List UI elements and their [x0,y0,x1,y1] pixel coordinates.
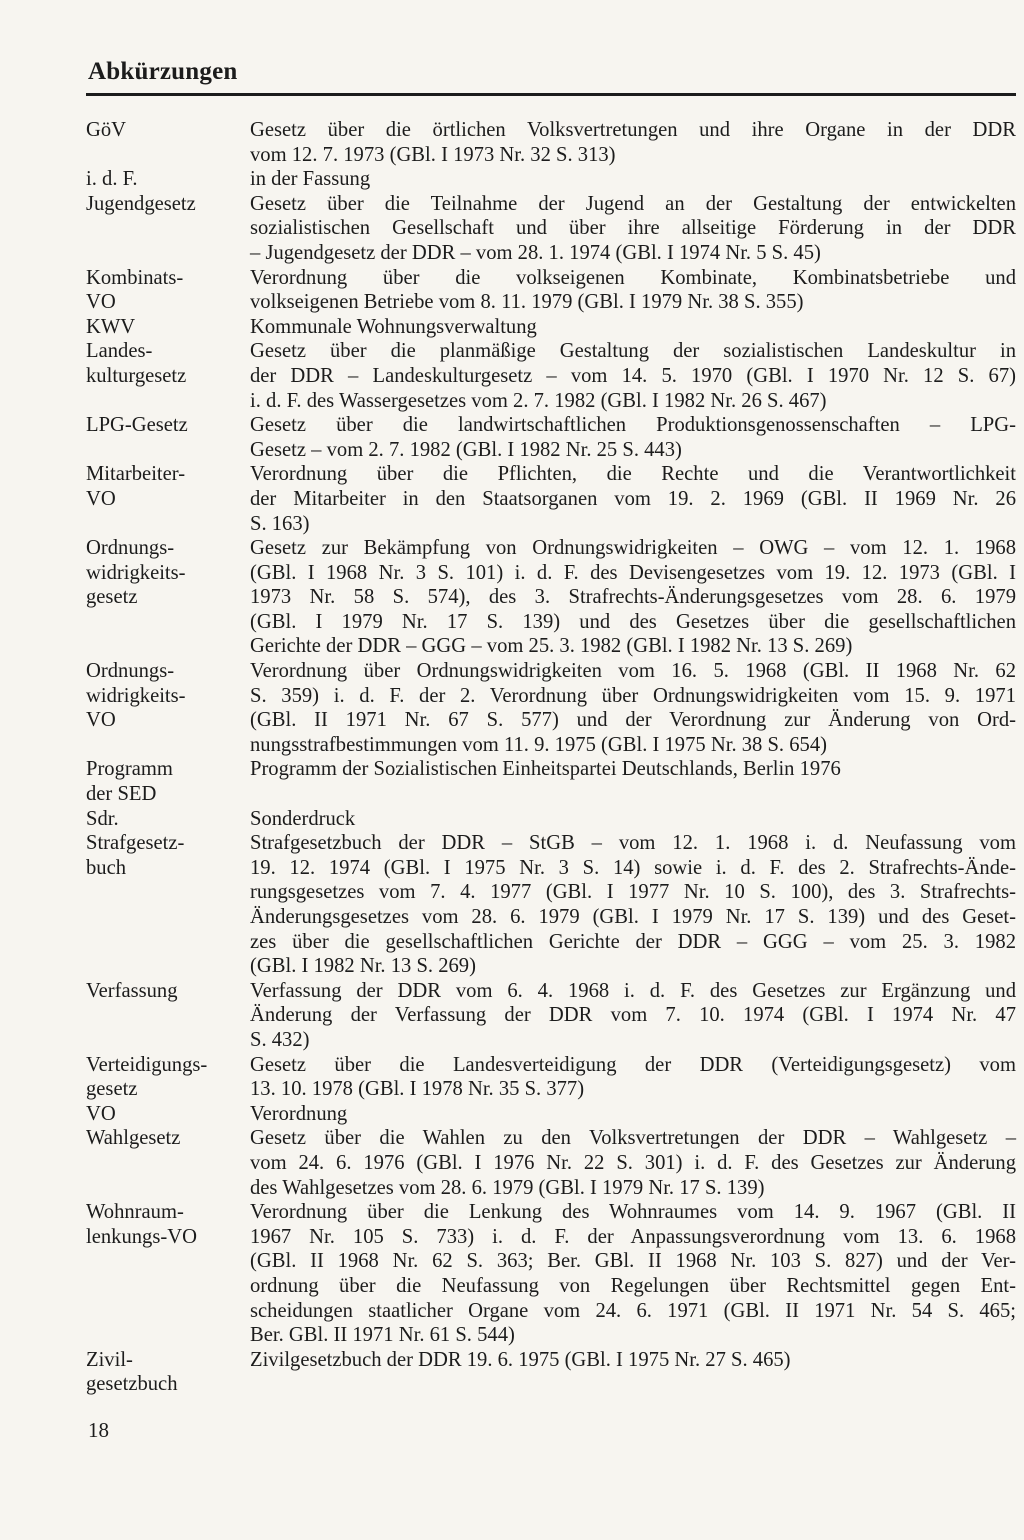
abbreviation-definition [250,1102,1016,1127]
abbreviation-term-line: der SED [86,783,157,806]
definition-line: (GBl. I 1979 Nr. 17 S. 139) und des Gesetzes über die gesellschaftlichen [250,610,1016,633]
definition-line: Verordnung über die Pflichten, die Rechte und die Verantwortlichkeit [250,463,1016,486]
abbreviation-definition [250,1126,1016,1200]
definition-line: (GBl. I 1968 Nr. 3 S. 101) i. d. F. des Devisengesetzes vom 19. 12. 1973 (GBl. I [250,561,1016,584]
abbreviation-entry [86,413,1016,462]
abbreviation-entry [86,831,1016,979]
abbreviation-term [86,266,250,315]
abbreviation-term [86,1102,250,1127]
abbreviation-term [86,413,250,462]
abbreviation-entry [86,659,1016,757]
definition-line: 1967 Nr. 105 S. 733) i. d. F. der Anpassungsverordnung vom 13. 6. 1968 [250,1225,1016,1248]
abbreviation-term [86,659,250,757]
abbreviation-term-line: lenkungs-VO [86,1225,197,1248]
abbreviation-entry [86,1348,1016,1397]
definition-line: Gesetz über die Landesverteidigung der DDR (Verteidigungsgesetz) vom [250,1053,1016,1076]
abbreviation-definition [250,807,1016,832]
definition-line: Änderungsgesetzes vom 28. 6. 1979 (GBl. I 1979 Nr. 17 S. 139) und des Geset- [250,906,1016,928]
abbreviation-definition [250,536,1016,659]
abbreviation-term [86,807,250,832]
definition-line: Änderung der Verfassung der DDR vom 7. 10. 1974 (GBl. I 1974 Nr. 47 [250,1004,1016,1027]
abbreviation-definition [250,167,1016,192]
abbreviation-term-line: Strafgesetz- [86,832,185,855]
definition-line: 1973 Nr. 58 S. 574), des 3. Strafrechts-Änderungsgesetzes vom 28. 6. 1979 [250,586,1016,609]
abbreviation-definition [250,462,1016,536]
abbreviation-term-line: VO [86,709,116,732]
abbreviation-term [86,315,250,340]
definition-line: i. d. F. des Wassergesetzes vom 2. 7. 1982 (GBl. I 1982 Nr. 26 S. 467) [250,389,827,412]
abbreviation-entry [86,1102,1016,1127]
definition-line: Gerichte der DDR – GGG – vom 25. 3. 1982 (GBl. I 1982 Nr. 13 S. 269) [250,635,853,658]
abbreviation-list [86,118,1016,1397]
definition-line: vom 12. 7. 1973 (GBl. I 1973 Nr. 32 S. 313) [250,143,616,166]
definition-line: Gesetz über die landwirtschaftlichen Produktionsgenossenschaften – LPG- [250,414,1016,437]
abbreviation-term-line: Ordnungs- [86,660,175,683]
abbreviation-term-line: VO [86,1102,116,1125]
abbreviation-term-line: Programm [86,758,173,781]
definition-line: rungsgesetzes vom 7. 4. 1977 (GBl. I 1977 Nr. 10 S. 100), des 3. Strafrechts- [250,881,1016,904]
abbreviation-entry [86,192,1016,266]
abbreviation-definition [250,118,1016,167]
abbreviation-term [86,339,250,413]
abbreviation-entry [86,315,1016,340]
abbreviation-entry [86,1053,1016,1102]
abbreviation-term-line: buch [86,856,127,879]
abbreviation-term-line: kulturgesetz [86,364,187,387]
abbreviation-term-line: Zivil- [86,1348,133,1371]
abbreviation-term [86,192,250,266]
abbreviation-entry [86,979,1016,1053]
definition-line: Gesetz über die planmäßige Gestaltung der sozialistischen Landeskultur in [250,340,1016,363]
definition-line: Verordnung über die Lenkung des Wohnraumes vom 14. 9. 1967 (GBl. II [250,1201,1016,1224]
abbreviation-definition [250,315,1016,340]
definition-line: Sonderdruck [250,807,356,830]
definition-line: des Wahlgesetzes vom 28. 6. 1979 (GBl. I 1979 Nr. 17 S. 139) [250,1176,765,1199]
page-title: Abkürzungen [88,58,238,85]
definition-line: S. 163) [250,512,310,535]
abbreviation-term [86,167,250,192]
definition-line: (GBl. II 1971 Nr. 67 S. 577) und der Verordnung zur Änderung von Ord- [250,709,1016,732]
definition-line: Verordnung [250,1102,348,1125]
abbreviation-term-line: GöV [86,119,127,141]
definition-line: Kommunale Wohnungsverwaltung [250,315,537,338]
abbreviation-definition [250,339,1016,413]
definition-line: Gesetz über die Wahlen zu den Volksvertretungen der DDR – Wahlgesetz – [250,1127,1016,1150]
definition-line: Strafgesetzbuch der DDR – StGB – vom 12. 1. 1968 i. d. Neufassung vom [250,832,1016,855]
definition-line: Programm der Sozialistischen Einheitspartei Deutschlands, Berlin 1976 [250,758,841,781]
abbreviation-entry [86,118,1016,167]
abbreviation-entry [86,536,1016,659]
definition-line: Ber. GBl. II 1971 Nr. 61 S. 544) [250,1324,515,1347]
definition-line: Verordnung über Ordnungswidrigkeiten vom 16. 5. 1968 (GBl. II 1968 Nr. 62 [250,660,1016,683]
abbreviation-term-line: KWV [86,315,136,338]
definition-line: S. 432) [250,1028,310,1051]
definition-line: der DDR – Landeskulturgesetz – vom 14. 5. 1970 (GBl. I 1970 Nr. 12 S. 67) [250,364,1016,387]
abbreviation-term-line: Verteidigungs- [86,1053,208,1076]
abbreviation-entry [86,1126,1016,1200]
definition-line: zes über die gesellschaftlichen Gerichte der DDR – GGG – vom 25. 3. 1982 [250,930,1016,953]
definition-line: 13. 10. 1978 (GBl. I 1978 Nr. 35 S. 377) [250,1078,585,1101]
abbreviation-definition [250,1200,1016,1348]
abbreviation-term-line: Sdr. [86,807,119,830]
abbreviation-term-line: VO [86,487,116,510]
abbreviation-term [86,1200,250,1348]
definition-line: Zivilgesetzbuch der DDR 19. 6. 1975 (GBl. I 1975 Nr. 27 S. 465) [250,1348,791,1371]
definition-line: Verordnung über die volkseigenen Kombinate, Kombinatsbetriebe und [250,266,1016,289]
definition-line: in der Fassung [250,168,371,191]
abbreviation-term-line: i. d. F. [86,168,138,191]
definition-line: nungsstrafbestimmungen vom 11. 9. 1975 (GBl. I 1975 Nr. 38 S. 654) [250,733,827,756]
abbreviation-entry [86,807,1016,832]
abbreviation-definition [250,192,1016,266]
abbreviation-term [86,536,250,659]
definition-line: der Mitarbeiter in den Staatsorganen vom 19. 2. 1969 (GBl. II 1969 Nr. 26 [250,487,1016,510]
abbreviation-term-line: LPG-Gesetz [86,414,188,437]
abbreviation-term-line: Kombinats- [86,266,184,289]
abbreviation-term [86,979,250,1053]
definition-line: 19. 12. 1974 (GBl. I 1975 Nr. 3 S. 14) sowie i. d. F. des 2. Strafrechts-Ände- [250,856,1016,879]
abbreviation-term-line: Verfassung [86,979,178,1002]
abbreviation-term-line: VO [86,291,116,314]
definition-line: sozialistischen Gesellschaft und über ihre allseitige Förderung in der DDR [250,217,1016,240]
abbreviation-entry [86,167,1016,192]
abbreviation-term [86,118,250,167]
abbreviation-definition [250,1053,1016,1102]
abbreviation-entry [86,266,1016,315]
abbreviation-term-line: Landes- [86,340,153,363]
abbreviation-term-line: gesetzbuch [86,1373,178,1396]
abbreviation-term-line: Wahlgesetz [86,1127,181,1150]
abbreviation-term [86,462,250,536]
abbreviation-term-line: gesetz [86,586,138,609]
abbreviation-term-line: Mitarbeiter- [86,463,186,486]
definition-line: Gesetz über die örtlichen Volksvertretungen und ihre Organe in der DDR [250,119,1016,141]
definition-line: vom 24. 6. 1976 (GBl. I 1976 Nr. 22 S. 301) i. d. F. des Gesetzes zur Änderung [250,1151,1016,1174]
definition-line: Gesetz zur Bekämpfung von Ordnungswidrigkeiten – OWG – vom 12. 1. 1968 [250,537,1016,560]
abbreviation-term-line: Ordnungs- [86,537,175,560]
abbreviation-entry [86,339,1016,413]
definition-line: volkseigenen Betriebe vom 8. 11. 1979 (GBl. I 1979 Nr. 38 S. 355) [250,291,804,314]
abbreviation-entry [86,462,1016,536]
definition-line: – Jugendgesetz der DDR – vom 28. 1. 1974 (GBl. I 1974 Nr. 5 S. 45) [250,241,821,264]
abbreviation-entry [86,757,1016,806]
abbreviation-term [86,831,250,979]
header-rule [86,93,1016,96]
abbreviation-definition [250,757,1016,806]
definition-line: (GBl. I 1982 Nr. 13 S. 269) [250,955,476,978]
abbreviation-term [86,1126,250,1200]
abbreviation-term-line: widrigkeits- [86,684,186,707]
definition-line: Gesetz – vom 2. 7. 1982 (GBl. I 1982 Nr. 25 S. 443) [250,438,682,461]
abbreviation-definition [250,831,1016,979]
abbreviation-definition [250,266,1016,315]
abbreviation-definition [250,413,1016,462]
definition-line: Gesetz über die Teilnahme der Jugend an der Gestaltung der entwickelten [250,192,1016,215]
abbreviation-entry [86,1200,1016,1348]
page-number: 18 [88,1418,109,1442]
abbreviation-term [86,1348,250,1397]
definition-line: S. 359) i. d. F. der 2. Verordnung über Ordnungswidrigkeiten vom 15. 9. 1971 [250,684,1016,707]
abbreviation-term [86,1053,250,1102]
abbreviation-definition [250,979,1016,1053]
abbreviation-definition [250,659,1016,757]
abbreviation-definition [250,1348,1016,1397]
abbreviation-term-line: widrigkeits- [86,561,186,584]
definition-line: scheidungen staatlicher Organe vom 24. 6. 1971 (GBl. II 1971 Nr. 54 S. 465; [250,1299,1016,1322]
definition-line: (GBl. II 1968 Nr. 62 S. 363; Ber. GBl. II 1968 Nr. 103 S. 827) und der Ver- [250,1250,1016,1273]
abbreviation-term-line: gesetz [86,1078,138,1101]
abbreviation-term-line: Jugendgesetz [86,192,196,215]
abbreviation-term-line: Wohnraum- [86,1201,184,1224]
definition-line: Verfassung der DDR vom 6. 4. 1968 i. d. F. des Gesetzes zur Ergänzung und [250,979,1016,1002]
definition-line: ordnung über die Neufassung von Regelungen über Rechtsmittel gegen Ent- [250,1274,1016,1297]
abbreviation-term [86,757,250,806]
